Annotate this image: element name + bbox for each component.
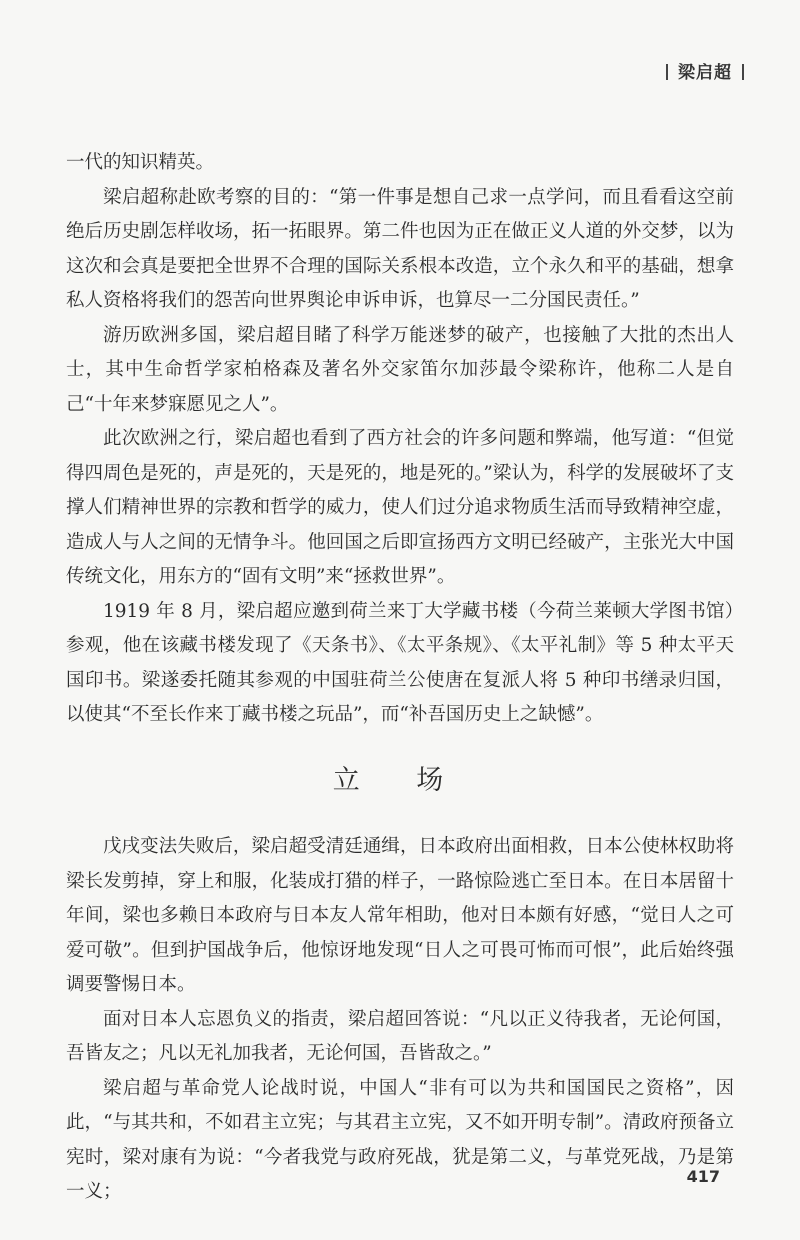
paragraph: 梁启超与革命党人论战时说，中国人“非有可以为共和国国民之资格”，因此，“与其共和，不如君主立宪；与其君主立宪，又不如开明专制”。清政府预备立宪时，梁对康有为说：“今者我党与政府死战，犹是第二义，与革党死战，乃是第一义； bbox=[66, 1077, 734, 1202]
header-divider-right bbox=[742, 64, 744, 80]
paragraph: 游历欧洲多国，梁启超目睹了科学万能迷梦的破产，也接触了大批的杰出人士，其中生命哲学家柏格森及著名外交家笛尔加莎最令梁称许，他称二人是自己“十年来梦寐愿见之人”。 bbox=[66, 324, 734, 415]
text-block-before-section bbox=[66, 146, 734, 733]
running-header bbox=[656, 58, 754, 83]
paragraph: 一代的知识精英。 bbox=[66, 152, 215, 173]
page-number: 417 bbox=[686, 1167, 720, 1186]
header-divider-left bbox=[666, 64, 668, 80]
text-block-after-section bbox=[66, 830, 734, 1210]
paragraph: 面对日本人忘恩负义的指责，梁启超回答说：“凡以正义待我者，无论何国，吾皆友之；凡以无礼加我者，无论何国，吾皆敌之。” bbox=[66, 1008, 734, 1064]
paragraph: 戊戌变法失败后，梁启超受清廷通缉，日本政府出面相救，日本公使林权助将梁长发剪掉，穿上和服，化装成打猎的样子，一路惊险逃亡至日本。在日本居留十年间，梁也多赖日本政府与日本友人常年相助，他对日本颇有好感，“觉日人之可爱可敬”。但到护国战争后，他惊讶地发现“日人之可畏可怖而可恨”，此后始终强调要警惕日本。 bbox=[66, 836, 734, 995]
running-header-title: 梁启超 bbox=[678, 63, 732, 83]
paragraph: 梁启超称赴欧考察的目的：“第一件事是想自己求一点学问，而且看看这空前绝后历史剧怎样收场，拓一拓眼界。第二件也因为正在做正义人道的外交梦，以为这次和会真是要把全世界不合理的国际关系根本改造，立个永久和平的基础，想拿私人资格将我们的怨苦向世界舆论申诉申诉，也算尽一二分国民责任。” bbox=[66, 186, 734, 311]
paragraph: 1919 年 8 月，梁启超应邀到荷兰来丁大学藏书楼（今荷兰莱顿大学图书馆）参观，他在该藏书楼发现了《天条书》、《太平条规》、《太平礼制》等 5 种太平天国印书。梁遂委托随其参观的中国驻荷兰公使唐在复派人将 5 种印书缮录归国，以使其“不至长作来丁藏书楼之玩品”，而“补吾国历史上之缺憾”。 bbox=[66, 600, 734, 725]
paragraph: 此次欧洲之行，梁启超也看到了西方社会的许多问题和弊端，他写道：“但觉得四周色是死的，声是死的，天是死的，地是死的。”梁认为，科学的发展破坏了支撑人们精神世界的宗教和哲学的威力，使人们过分追求物质生活而导致精神空虚，造成人与人之间的无情争斗。他回国之后即宣扬西方文明已经破产，主张光大中国传统文化，用东方的“固有文明”来“拯救世界”。 bbox=[66, 428, 734, 587]
section-heading: 立 场 bbox=[332, 765, 468, 796]
